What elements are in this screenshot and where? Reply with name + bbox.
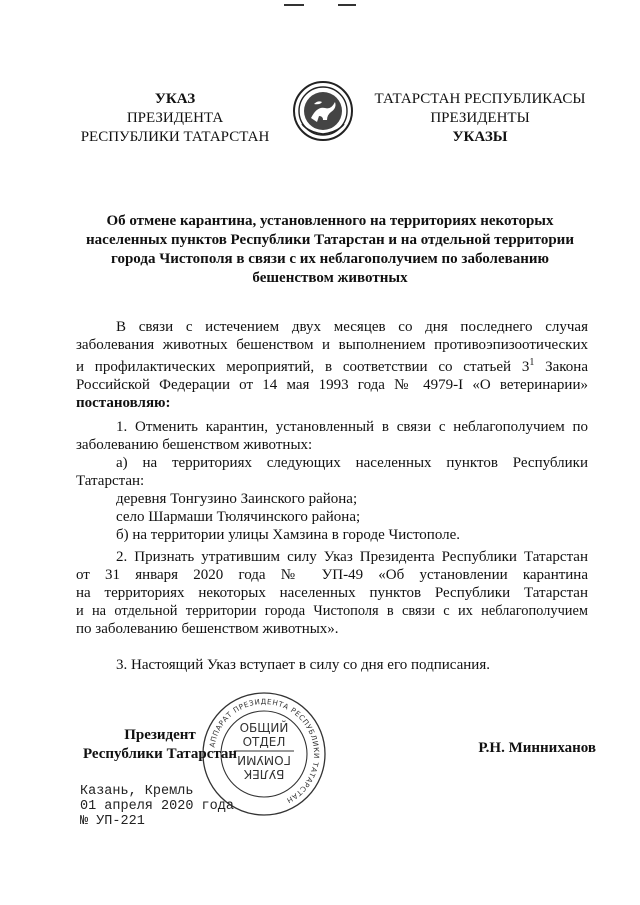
item2-line: и на отдельной территории города Чистополя в связи с их неблагополучием (76, 603, 588, 619)
coat-of-arms-emblem (292, 80, 354, 142)
signatory-title-line: Президент (124, 727, 196, 743)
header-right-line3: УКАЗЫ (452, 129, 508, 145)
decree-title (75, 212, 585, 288)
signatory-title-line: Республики Татарстан (82, 746, 238, 762)
stamp-ring-text: АППАРАТ ПРЕЗИДЕНТА РЕСПУБЛИКИ ТАТАРСТАН (207, 696, 322, 806)
item2-line: 2. Признать утратившим силу Указ Президента Республики Татарстан (116, 549, 588, 565)
item1-line: заболеванию бешенством животных: (76, 437, 313, 453)
header-left-line2: ПРЕЗИДЕНТА (126, 110, 224, 126)
item-2-paragraph (76, 548, 588, 638)
item1-line: 1. Отменить карантин, установленный в связи с неблагополучием по (116, 419, 588, 435)
title-line: города Чистополя в связи с их неблагополучием по заболеванию (111, 251, 549, 267)
header-right-line2: ПРЕЗИДЕНТЫ (430, 110, 530, 126)
signatory-title (75, 726, 245, 764)
item1-line: деревня Тонгузино Заинского района; (116, 491, 358, 507)
item1-line: село Шармаши Тюлячинского района; (116, 509, 361, 525)
scan-mark (284, 4, 304, 6)
stamp-line: БУЛЕК (243, 767, 285, 781)
item2-line: от 31 января 2020 года № УП-49 «Об установлении карантина (76, 567, 588, 583)
footnote-sup: 1 (529, 357, 535, 368)
item2-line: на территориях некоторых населенных пунктов Республики Татарстан (76, 585, 588, 601)
item2-line: по заболеванию бешенством животных». (76, 621, 339, 637)
stamp-line: ГОМУМИ (237, 753, 291, 767)
header-right-line1: ТАТАРСТАН РЕСПУБЛИКАСЫ (374, 91, 586, 107)
preamble-line: Российской Федерации от 14 мая 1993 года № 4979-I «О ветеринарии» (76, 377, 588, 393)
title-line: бешенством животных (252, 270, 408, 286)
item1-line: а) на территориях следующих населенных пунктов Республики (116, 455, 588, 471)
preamble-line: и профилактических мероприятий, в соответствии со статьей $3^1$ Закона (76, 357, 588, 375)
stamp-line: ОТДЕЛ (242, 735, 286, 749)
decree-number: № УП-221 (80, 814, 145, 829)
item-3-paragraph (76, 656, 588, 674)
decree-date: 01 апреля 2020 года (80, 799, 234, 814)
signatory-name: Р.Н. Минниханов (478, 740, 596, 756)
item3-line: 3. Настоящий Указ вступает в силу со дня его подписания. (116, 657, 490, 673)
item-1-paragraph (76, 418, 588, 544)
header-right (365, 90, 595, 147)
header-left-line1: УКАЗ (154, 91, 196, 107)
preamble-line: В связи с истечением двух месяцев со дня последнего случая (116, 319, 588, 335)
item1-line: б) на территории улицы Хамзина в городе Чистополе. (116, 527, 461, 543)
header-left (70, 90, 280, 147)
title-line: населенных пунктов Республики Татарстан и на отдельной территории (86, 232, 574, 248)
scan-mark (338, 4, 356, 6)
header-left-line3: РЕСПУБЛИКИ ТАТАРСТАН (80, 129, 270, 145)
place-city: Казань, Кремль (80, 784, 194, 799)
preamble-paragraph (76, 318, 588, 412)
place-date-number (80, 784, 234, 829)
item1-line: Татарстан: (76, 473, 145, 489)
preamble-line: заболевания животных бешенством и выполнением противоэпизоотических (76, 337, 588, 353)
title-line: Об отмене карантина, установленного на территориях некоторых (106, 213, 554, 229)
preamble-resolve: постановляю: (76, 395, 171, 411)
stamp-line: ОБЩИЙ (239, 721, 289, 735)
